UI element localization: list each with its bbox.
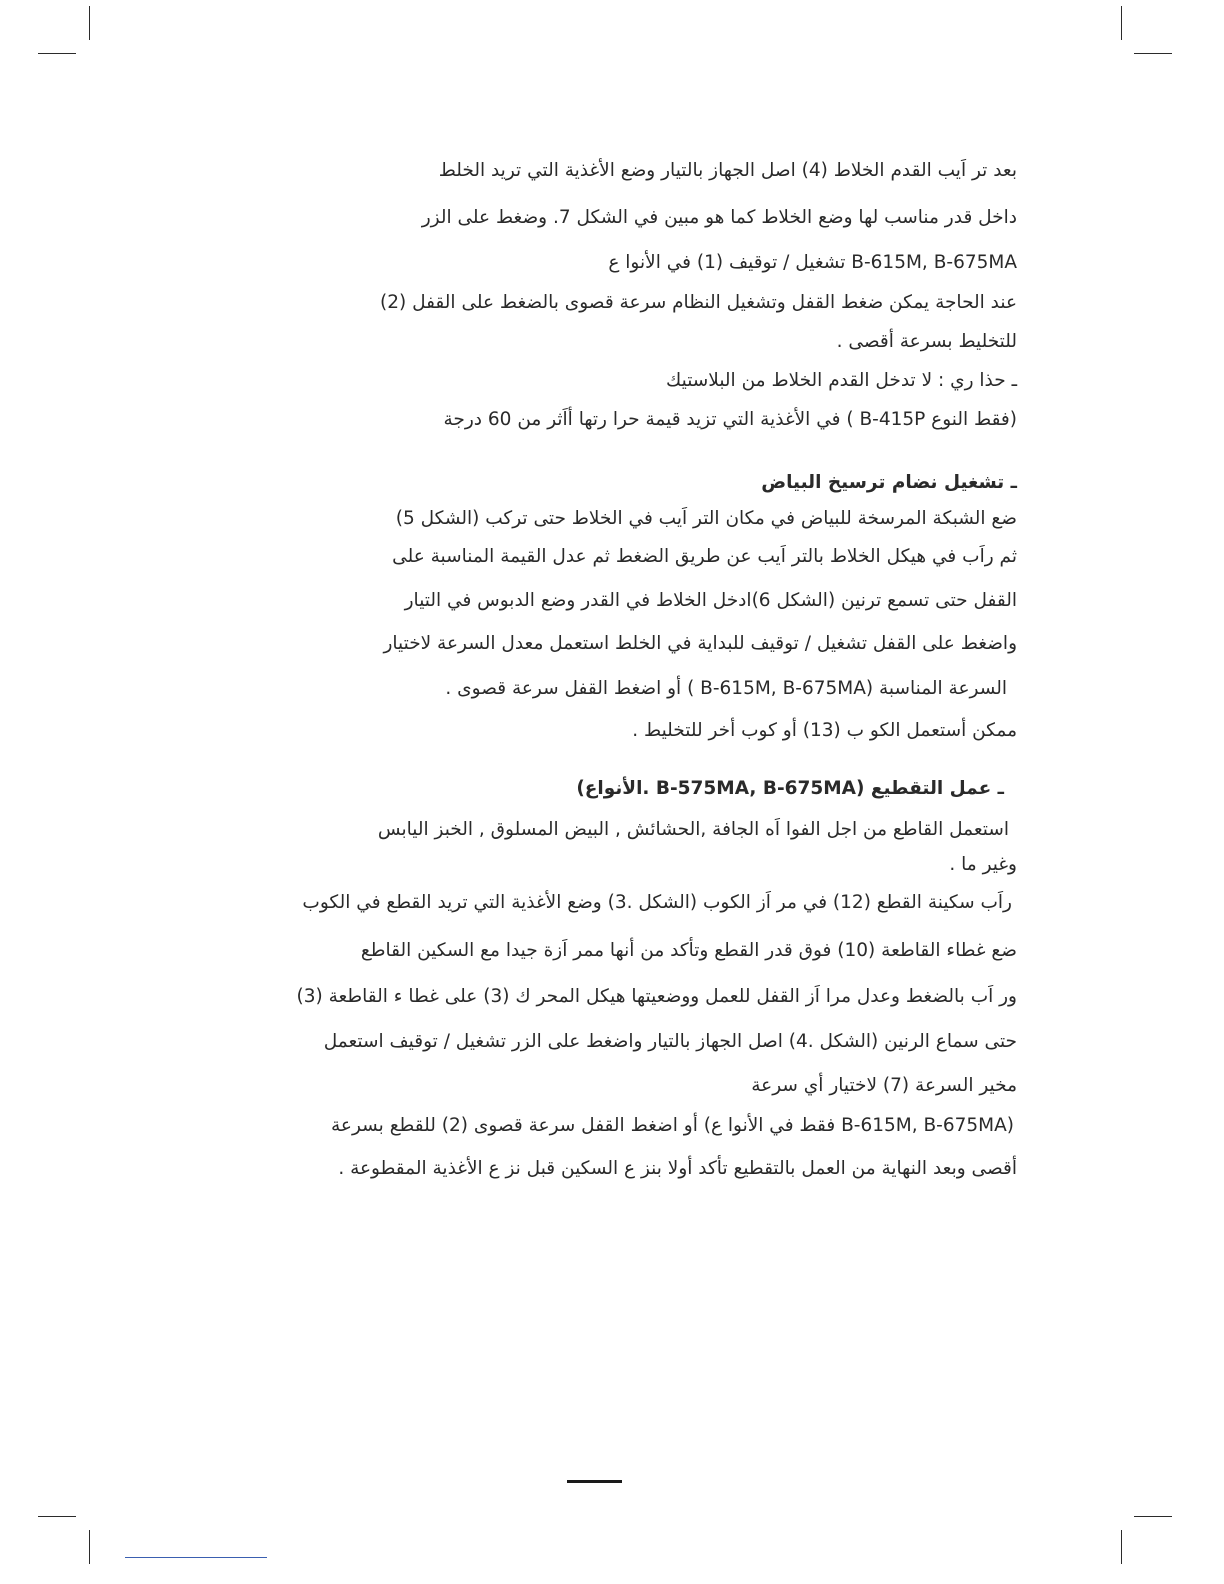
crop-mark	[89, 1530, 90, 1564]
text-line: القفل حتى تسمع ترنين (الشكل 6)ادخل الخلاط في القدر وضع الدبوس في التيار	[404, 590, 1017, 611]
crop-mark	[1134, 1516, 1172, 1517]
text-line: حتى سماع الرنين (الشكل .4) اصل الجهاز بالتيار واضغط على الزر تشغيل / توقيف استعمل	[323, 1031, 1017, 1052]
text-line: (فقط النوع B-415P ) في الأغذية التي تزيد قيمة حرا رتها أاَثر من 60 درجة	[443, 409, 1017, 430]
section-heading: ـ عمل التقطيع (B-575MA, B-675MA .الأنواع)	[576, 778, 1004, 799]
text-line: أقصى وبعد النهاية من العمل بالتقطيع تأكد أولا بنز ع السكين قبل نز ع الأغذية المقطوعة .	[338, 1158, 1017, 1179]
text-line: بعد تر اَيب القدم الخلاط (4) اصل الجهاز بالتيار وضع الأغذية التي تريد الخلط	[438, 160, 1017, 181]
footer-blue-line	[125, 1557, 267, 1558]
crop-mark	[38, 53, 76, 54]
crop-mark	[89, 6, 90, 40]
section-heading: ـ تشغيل نضام ترسيخ البياض	[761, 472, 1017, 493]
text-line: ور اَب بالضغط وعدل مرا اَز القفل للعمل ووضعيتها هيكل المحر ك (3) على غطا ء القاطعة (3)	[296, 986, 1017, 1007]
text-line: ـ حذا ري : لا تدخل القدم الخلاط من البلاستيك	[666, 370, 1017, 391]
text-line: وغير ما .	[949, 854, 1017, 875]
text-line: ضع الشبكة المرسخة للبياض في مكان التر اَيب في الخلاط حتى تركب (الشكل 5)	[395, 508, 1017, 529]
text-line: استعمل القاطع من اجل الفوا اَه الجافة ,الحشائش , البيض المسلوق , الخبز اليابس	[377, 819, 1009, 840]
text-line: ضع غطاء القاطعة (10) فوق قدر القطع وتأكد من أنها ممر اَزة جيدا مع السكين القاطع	[360, 940, 1017, 961]
text-line: (B-615M, B-675MA فقط في الأنوا ع) أو اضغط القفل سرعة قصوى (2) للقطع بسرعة	[331, 1115, 1014, 1136]
text-line: ثم راَب في هيكل الخلاط بالتر اَيب عن طريق الضغط ثم عدل القيمة المناسبة على	[392, 546, 1017, 567]
text-line: مخير السرعة (7) لاختيار أي سرعة	[751, 1075, 1017, 1096]
crop-mark	[1121, 6, 1122, 40]
crop-mark	[38, 1516, 76, 1517]
text-line: راَب سكينة القطع (12) في مر اَز الكوب (الشكل .3) وضع الأغذية التي تريد القطع في الكوب	[302, 892, 1012, 913]
text-line: ممكن أستعمل الكو ب (13) أو كوب أخر للتخليط .	[632, 720, 1017, 741]
text-line: السرعة المناسبة (B-615M, B-675MA ) أو اضغط القفل سرعة قصوى .	[445, 678, 1007, 699]
text-line: داخل قدر مناسب لها وضع الخلاط كما هو مبين في الشكل 7. وضغط على الزر	[421, 207, 1017, 228]
text-line: B-615M, B-675MA تشغيل / توقيف (1) في الأنوا ع	[608, 252, 1017, 273]
text-line: واضغط على القفل تشغيل / توقيف للبداية في الخلط استعمل معدل السرعة لاختيار	[383, 633, 1017, 654]
text-line: عند الحاجة يمكن ضغط القفل وتشغيل النظام سرعة قصوى بالضغط على القفل (2)	[379, 292, 1017, 313]
crop-mark	[1121, 1530, 1122, 1564]
page-number-rule	[567, 1480, 622, 1483]
text-line: للتخليط بسرعة أقصى .	[836, 331, 1017, 352]
crop-mark	[1134, 53, 1172, 54]
